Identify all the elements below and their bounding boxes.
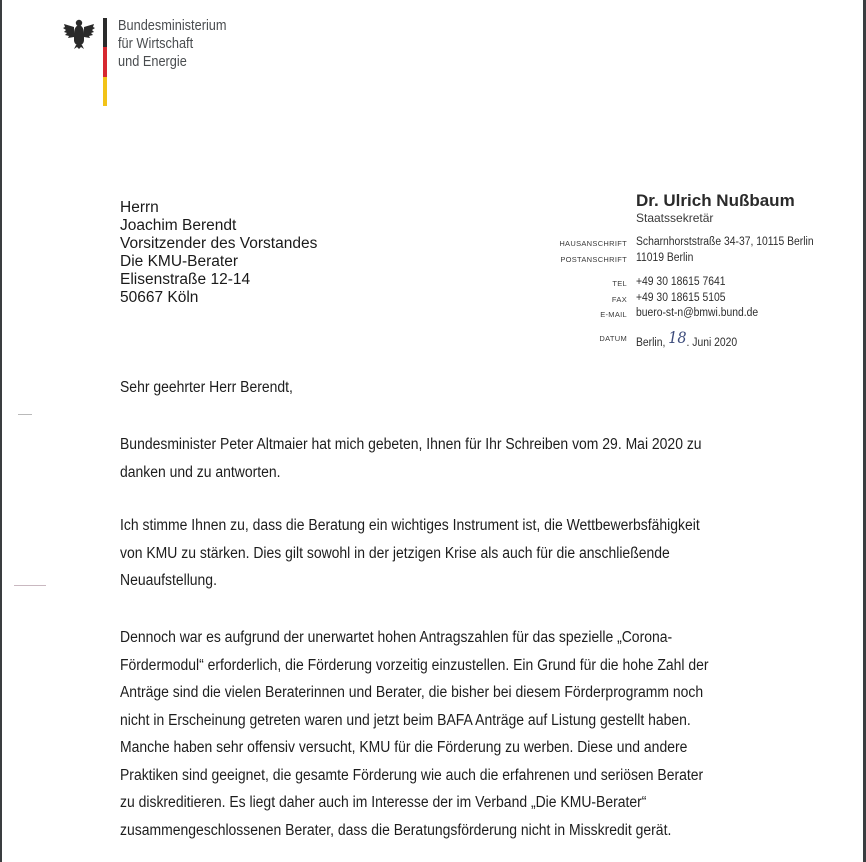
paragraph-line: Fördermodul“ erforderlich, die Förderung vorzeitig einzustellen. Ein Grund für die hohe Zahl der xyxy=(120,656,709,674)
scan-edge-left xyxy=(0,0,2,862)
info-label: DATUM xyxy=(599,334,627,343)
paragraph-line: Praktiken sind geeignet, die gesamte Förderung wie auch die erfahrenen und seriösen Berater xyxy=(120,766,704,784)
recipient-line: Die KMU-Berater xyxy=(120,253,238,270)
info-row-email xyxy=(500,307,830,321)
ministry-line: für Wirtschaft xyxy=(118,36,194,52)
paragraph-line: Ich stimme Ihnen zu, dass die Beratung ein wichtiges Instrument ist, die Wettbewerbsfähigkeit xyxy=(120,517,700,534)
paragraph-2 xyxy=(120,512,820,595)
paragraph-line: danken und zu antworten. xyxy=(120,463,281,481)
recipient-line: Elisenstraße 12-14 xyxy=(120,271,251,288)
sender-name: Dr. Ulrich Nußbaum xyxy=(636,191,795,210)
german-flag-bar xyxy=(103,18,107,106)
recipient-line: Vorsitzender des Vorstandes xyxy=(120,235,318,252)
flag-stripe-red xyxy=(103,47,107,76)
info-value: 11019 Berlin xyxy=(636,252,694,264)
paragraph-line: nicht in Erscheinung getreten waren und jetzt beim BAFA Anträge auf Listung gestellt haben. xyxy=(120,711,691,729)
fold-mark xyxy=(18,414,32,415)
info-label: POSTANSCHRIFT xyxy=(560,255,627,264)
info-label: HAUSANSCHRIFT xyxy=(559,239,627,248)
info-row-tel xyxy=(500,276,830,290)
date-prefix: Berlin, xyxy=(636,337,669,349)
paragraph-3 xyxy=(120,624,820,844)
ministry-line: Bundesministerium xyxy=(118,18,227,34)
flag-stripe-black xyxy=(103,18,107,47)
info-row-hausanschrift xyxy=(500,236,830,250)
paragraph-line: Anträge sind die vielen Beraterinnen und Berater, die bisher bei diesem Förderprogramm noch xyxy=(120,684,704,701)
ministry-line: und Energie xyxy=(118,54,187,70)
handwritten-day: 18 xyxy=(668,328,687,347)
info-row-postanschrift xyxy=(500,252,830,266)
recipient-line: Joachim Berendt xyxy=(120,217,237,234)
info-row-datum xyxy=(500,328,830,349)
date-value xyxy=(636,328,738,350)
sender-title: Staatssekretär xyxy=(636,211,714,225)
info-value: Scharnhorststraße 34-37, 10115 Berlin xyxy=(636,236,814,248)
info-label: FAX xyxy=(611,295,627,304)
punch-mark xyxy=(14,585,46,586)
info-value: +49 30 18615 5105 xyxy=(636,292,726,304)
flag-stripe-gold xyxy=(103,77,107,106)
paragraph-line: Manche haben sehr offensiv versucht, KMU für die Förderung zu werben. Diese und andere xyxy=(120,739,688,756)
recipient-address xyxy=(120,199,317,307)
salutation xyxy=(120,374,820,402)
federal-eagle-icon xyxy=(62,16,96,50)
date-suffix: . Juni 2020 xyxy=(686,337,738,349)
recipient-line: 50667 Köln xyxy=(120,289,199,306)
info-value: +49 30 18615 7641 xyxy=(636,276,726,288)
paragraph-1 xyxy=(120,431,820,486)
recipient-line: Herrn xyxy=(120,199,159,216)
info-label: E-MAIL xyxy=(600,310,627,319)
info-value: buero-st-n@bmwi.bund.de xyxy=(636,307,759,319)
ministry-name xyxy=(118,17,294,71)
info-label: TEL xyxy=(612,279,627,288)
salutation-text: Sehr geehrter Herr Berendt, xyxy=(120,379,293,396)
paragraph-line: zu diskreditieren. Es liegt daher auch im Interesse der im Verband „Die KMU-Berater“ xyxy=(120,794,647,811)
info-row-fax xyxy=(500,292,830,306)
paragraph-line: Neuaufstellung. xyxy=(120,572,217,589)
paragraph-line: Dennoch war es aufgrund der unerwartet hohen Antragszahlen für das spezielle „Corona- xyxy=(120,629,673,646)
paragraph-line: zusammengeschlossenen Berater, dass die Beratungsförderung nicht in Misskredit gerät. xyxy=(120,821,672,839)
paragraph-line: Bundesminister Peter Altmaier hat mich gebeten, Ihnen für Ihr Schreiben vom 29. Mai 2020 zu xyxy=(120,436,702,453)
paragraph-line: von KMU zu stärken. Dies gilt sowohl in der jetzigen Krise als auch für die anschließende xyxy=(120,544,670,562)
